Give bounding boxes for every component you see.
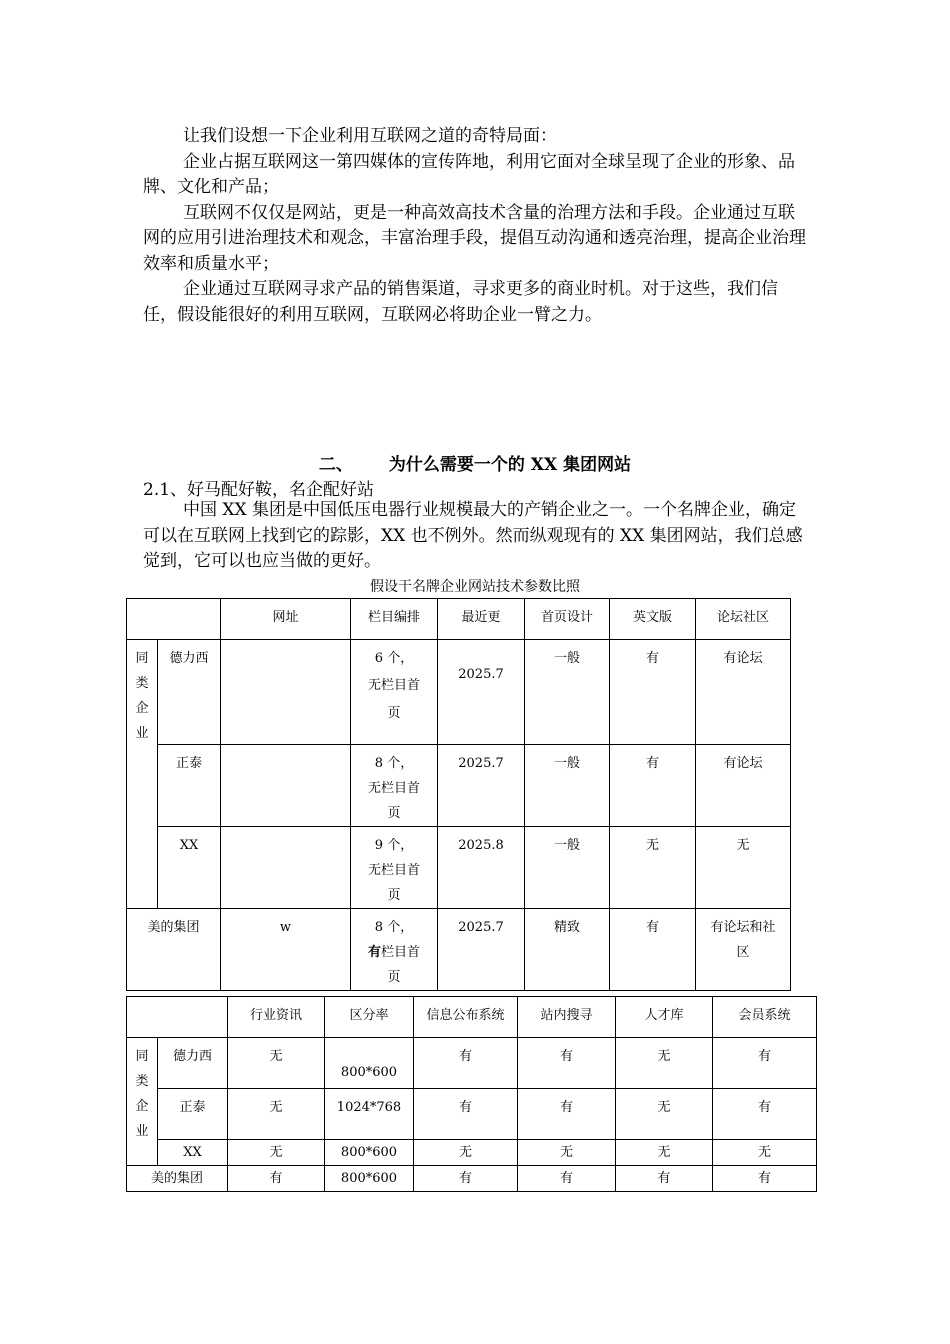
table-header-row bbox=[127, 599, 791, 640]
url-cell: w bbox=[221, 909, 351, 991]
english-cell: 有 bbox=[610, 640, 696, 745]
intro-paragraph-1: 让我们设想一下企业利用互联网之道的奇特局面： bbox=[183, 126, 557, 146]
url-cell bbox=[221, 745, 351, 827]
table-cell: 无 bbox=[616, 1140, 713, 1166]
design-cell: 一般 bbox=[525, 745, 610, 827]
design-cell: 一般 bbox=[525, 827, 610, 909]
table-header-row bbox=[127, 997, 817, 1038]
columns-cell: 8 个， 有栏目首 页 bbox=[351, 909, 438, 991]
updated-cell: 2025.7 bbox=[438, 745, 525, 827]
header-cell: 区分率 bbox=[325, 997, 414, 1038]
design-cell: 精致 bbox=[525, 909, 610, 991]
table-cell: 有 bbox=[713, 1089, 817, 1140]
english-cell: 有 bbox=[610, 909, 696, 991]
header-cell: 栏目编排 bbox=[351, 599, 438, 640]
table-cell: 有 bbox=[414, 1089, 518, 1140]
subsection-title: 2.1、好马配好鞍，名企配好站 bbox=[143, 480, 375, 500]
table-caption: 假设干名牌企业网站技术参数比照 bbox=[370, 579, 580, 595]
table-row bbox=[127, 909, 791, 991]
table-cell: 有 bbox=[518, 1038, 616, 1089]
table-row bbox=[127, 745, 791, 827]
url-cell bbox=[221, 640, 351, 745]
section-title: 为什么需要一个的 XX 集团网站 bbox=[388, 455, 632, 475]
table-cell: 无 bbox=[414, 1140, 518, 1166]
table-cell: 有 bbox=[414, 1166, 518, 1192]
columns-cell: 6 个， 无栏目首 页 bbox=[351, 640, 438, 745]
header-cell: 网址 bbox=[221, 599, 351, 640]
company-name: 美的集团 bbox=[127, 909, 221, 991]
table-cell: 有 bbox=[228, 1166, 325, 1192]
table-cell: 800*600 bbox=[325, 1166, 414, 1192]
header-corner bbox=[127, 997, 228, 1038]
header-cell: 论坛社区 bbox=[696, 599, 791, 640]
intro-paragraph-2: 企业占据互联网这一第四媒体的宣传阵地，利用它面对全球呈现了企业的形象、品牌、文化和产品； bbox=[143, 151, 795, 197]
columns-cell: 8 个， 无栏目首 页 bbox=[351, 745, 438, 827]
table-cell: 无 bbox=[616, 1038, 713, 1089]
intro-paragraph-4: 企业通过互联网寻求产品的销售渠道，寻求更多的商业时机。对于这些，我们信任，假设能很好的利用互联网，互联网必将助企业一臂之力。 bbox=[143, 279, 778, 325]
company-name: 德力西 bbox=[158, 1038, 228, 1089]
header-corner bbox=[127, 599, 221, 640]
table-cell: 无 bbox=[228, 1089, 325, 1140]
header-cell: 行业资讯 bbox=[228, 997, 325, 1038]
header-cell: 首页设计 bbox=[525, 599, 610, 640]
comparison-table-2 bbox=[126, 996, 817, 1192]
table-cell: 有 bbox=[616, 1166, 713, 1192]
table-cell: 有 bbox=[414, 1038, 518, 1089]
header-cell: 信息公布系统 bbox=[414, 997, 518, 1038]
forum-cell: 有论坛 bbox=[696, 640, 791, 745]
table-row bbox=[127, 640, 791, 745]
company-name: 德力西 bbox=[158, 640, 221, 745]
section-heading bbox=[0, 450, 950, 475]
url-cell bbox=[221, 827, 351, 909]
company-name: 正泰 bbox=[158, 1089, 228, 1140]
group-label: 同 类 企 业 bbox=[127, 640, 158, 909]
table-cell: 有 bbox=[713, 1038, 817, 1089]
section-body: 中国 XX 集团是中国低压电器行业规模最大的产销企业之一。一个名牌企业，确定可以在互联网上找到它的踪影，XX 也不例外。然而纵观现有的 XX 集团网站，我们总感觉到，它可以也应当做的更好。 bbox=[143, 500, 803, 571]
table-cell: 无 bbox=[518, 1140, 616, 1166]
table-cell: 800*600 bbox=[325, 1038, 414, 1089]
header-cell: 人才库 bbox=[616, 997, 713, 1038]
updated-cell: 2025.7 bbox=[438, 640, 525, 745]
comparison-table-1 bbox=[126, 598, 791, 991]
company-name: XX bbox=[158, 1140, 228, 1166]
table-cell: 800*600 bbox=[325, 1140, 414, 1166]
company-name: 正泰 bbox=[158, 745, 221, 827]
table-cell: 无 bbox=[228, 1140, 325, 1166]
updated-cell: 2025.8 bbox=[438, 827, 525, 909]
updated-cell: 2025.7 bbox=[438, 909, 525, 991]
table-cell: 无 bbox=[713, 1140, 817, 1166]
table-cell: 无 bbox=[228, 1038, 325, 1089]
table-row bbox=[127, 1166, 817, 1192]
english-cell: 无 bbox=[610, 827, 696, 909]
intro-paragraph-3: 互联网不仅仅是网站，更是一种高效高技术含量的治理方法和手段。企业通过互联网的应用引进治理技术和观念，丰富治理手段，提倡互动沟通和透亮治理，提高企业治理效率和质量水平； bbox=[143, 202, 806, 274]
table-cell: 1024*768 bbox=[325, 1089, 414, 1140]
table-row bbox=[127, 1140, 817, 1166]
company-name: XX bbox=[158, 827, 221, 909]
header-cell: 站内搜寻 bbox=[518, 997, 616, 1038]
group-label: 同 类 企 业 bbox=[127, 1038, 158, 1166]
table-cell: 无 bbox=[616, 1089, 713, 1140]
forum-cell: 无 bbox=[696, 827, 791, 909]
table-cell: 有 bbox=[713, 1166, 817, 1192]
table-row bbox=[127, 1089, 817, 1140]
table-row bbox=[127, 827, 791, 909]
section-number: 二、 bbox=[318, 455, 353, 475]
company-name: 美的集团 bbox=[127, 1166, 228, 1192]
forum-cell: 有论坛和社 区 bbox=[696, 909, 791, 991]
table-cell: 有 bbox=[518, 1166, 616, 1192]
forum-cell: 有论坛 bbox=[696, 745, 791, 827]
table-row bbox=[127, 1038, 817, 1089]
english-cell: 有 bbox=[610, 745, 696, 827]
table-cell: 有 bbox=[518, 1089, 616, 1140]
header-cell: 英文版 bbox=[610, 599, 696, 640]
header-cell: 最近更 bbox=[438, 599, 525, 640]
header-cell: 会员系统 bbox=[713, 997, 817, 1038]
columns-cell: 9 个， 无栏目首 页 bbox=[351, 827, 438, 909]
design-cell: 一般 bbox=[525, 640, 610, 745]
